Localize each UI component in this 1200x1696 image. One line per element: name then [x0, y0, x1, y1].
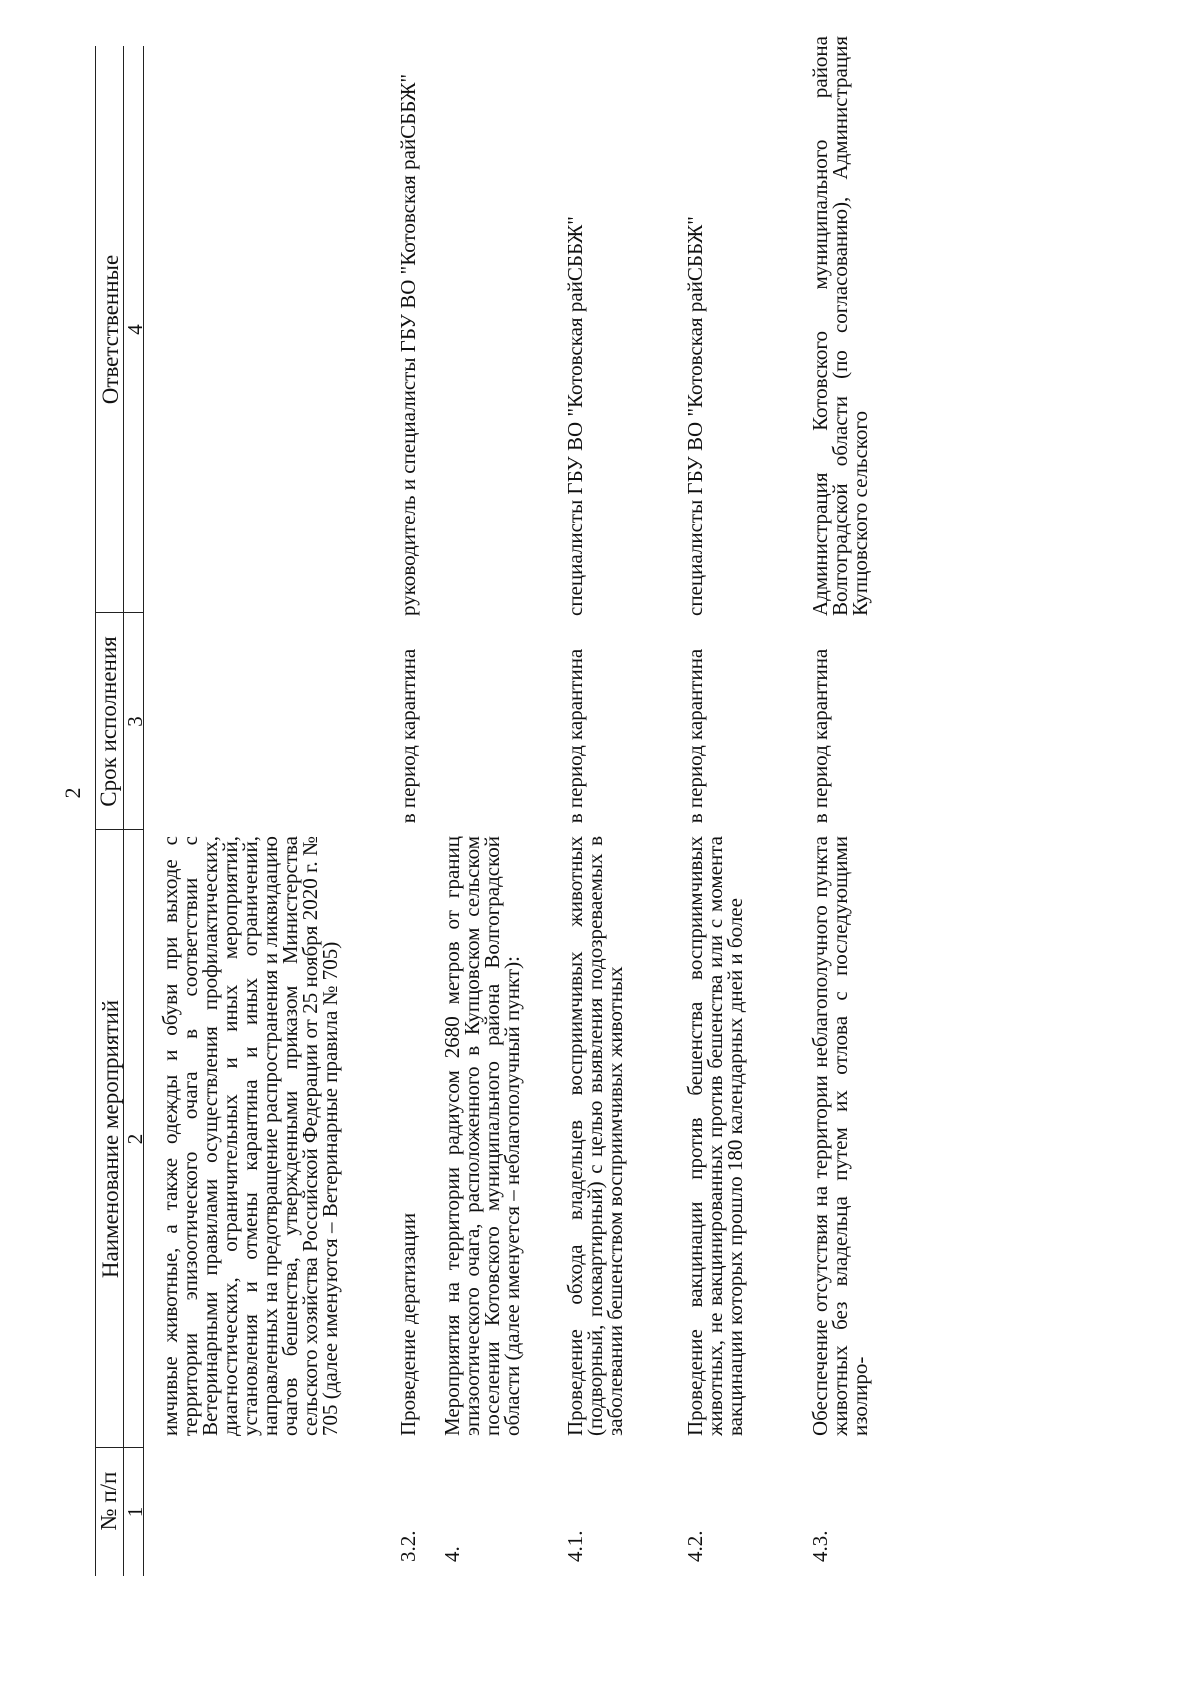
table-row-4-2-number: 4.2. — [683, 1530, 707, 1562]
table-row-4-2-responsible: специалисты ГБУ ВО "Котовская райСББЖ" — [683, 216, 707, 616]
table-row-4-3-name: Обеспечение отсутствия на территории неблагополучного пункта животных без владельца путем их отлова с последующими изолиро- — [808, 836, 872, 1436]
table-row-3-2-responsible: руководитель и специалисты ГБУ ВО "Котовская райСББЖ" — [396, 73, 420, 616]
table-row-4-3-number: 4.3. — [808, 1530, 832, 1562]
table-row-4-3-term: в период карантина — [808, 648, 832, 824]
table-row-continuation-name: имчивые животные, а также одежды и обуви при выходе с территории эпизоотического очага в соответствии с Ветеринарными правилами осуществления профилактических, диагностических, ограничительных и иных мероприятий, установления и отмены карантина и иных ограничений, направленных на предотвращение распространения и ликвидацию очагов бешенства, утвержденными приказом Министерства сельского хозяйства Российской Федерации от 25 ноября 2020 г. № 705 (далее именуются – Ветеринарные правила № 705) — [158, 836, 342, 1436]
col-number-4: 4 — [123, 324, 147, 335]
col-number-3: 3 — [123, 716, 147, 727]
table-row-3-2-name: Проведение дератизации — [396, 1212, 420, 1436]
header-col-name: Наименование мероприятий — [98, 999, 123, 1279]
table-row-4-1-term: в период карантина — [563, 648, 587, 824]
table-row-4-2-term: в период карантина — [683, 648, 707, 824]
header-col-number: № п/п — [96, 1471, 121, 1531]
table-row-4-1-responsible: специалисты ГБУ ВО "Котовская райСББЖ" — [563, 216, 587, 616]
table-top-border — [95, 46, 96, 1576]
table-row-4-1-name: Проведение обхода владельцев восприимчивых животных (подворный, поквартирный) с целью выявления подозреваемых в заболевании бешенством восприимчивых животных — [563, 836, 627, 1436]
table-row-3-2-number: 3.2. — [396, 1530, 420, 1562]
table-row-4-2-name: Проведение вакцинации против бешенства восприимчивых животных, не вакцинированных против бешенства или с момента вакцинации которых прошло 180 календарных дней и более — [683, 836, 747, 1436]
table-row-3-2-term: в период карантина — [396, 648, 420, 824]
header-col-term: Срок исполнения — [96, 636, 121, 807]
table-row-4-3-responsible: Администрация Котовского муниципального района Волгоградской области (по согласованию), Администрация Купцовского сельского — [808, 36, 872, 616]
col-number-1: 1 — [123, 1506, 147, 1518]
header-col-responsible: Ответственные — [98, 254, 123, 405]
table-row-4-1-number: 4.1. — [563, 1530, 587, 1562]
col-number-2: 2 — [123, 1133, 147, 1145]
table-row-4-number: 4. — [440, 1546, 464, 1562]
table-row-4-name: Мероприятия на территории радиусом 2680 метров от границ эпизоотического очага, расположенного в Купцовском сельском поселении Котовского муниципального района Волгоградской области (далее именуется – неблагополучный пункт): — [440, 836, 524, 1436]
page-number: 2 — [60, 787, 85, 799]
